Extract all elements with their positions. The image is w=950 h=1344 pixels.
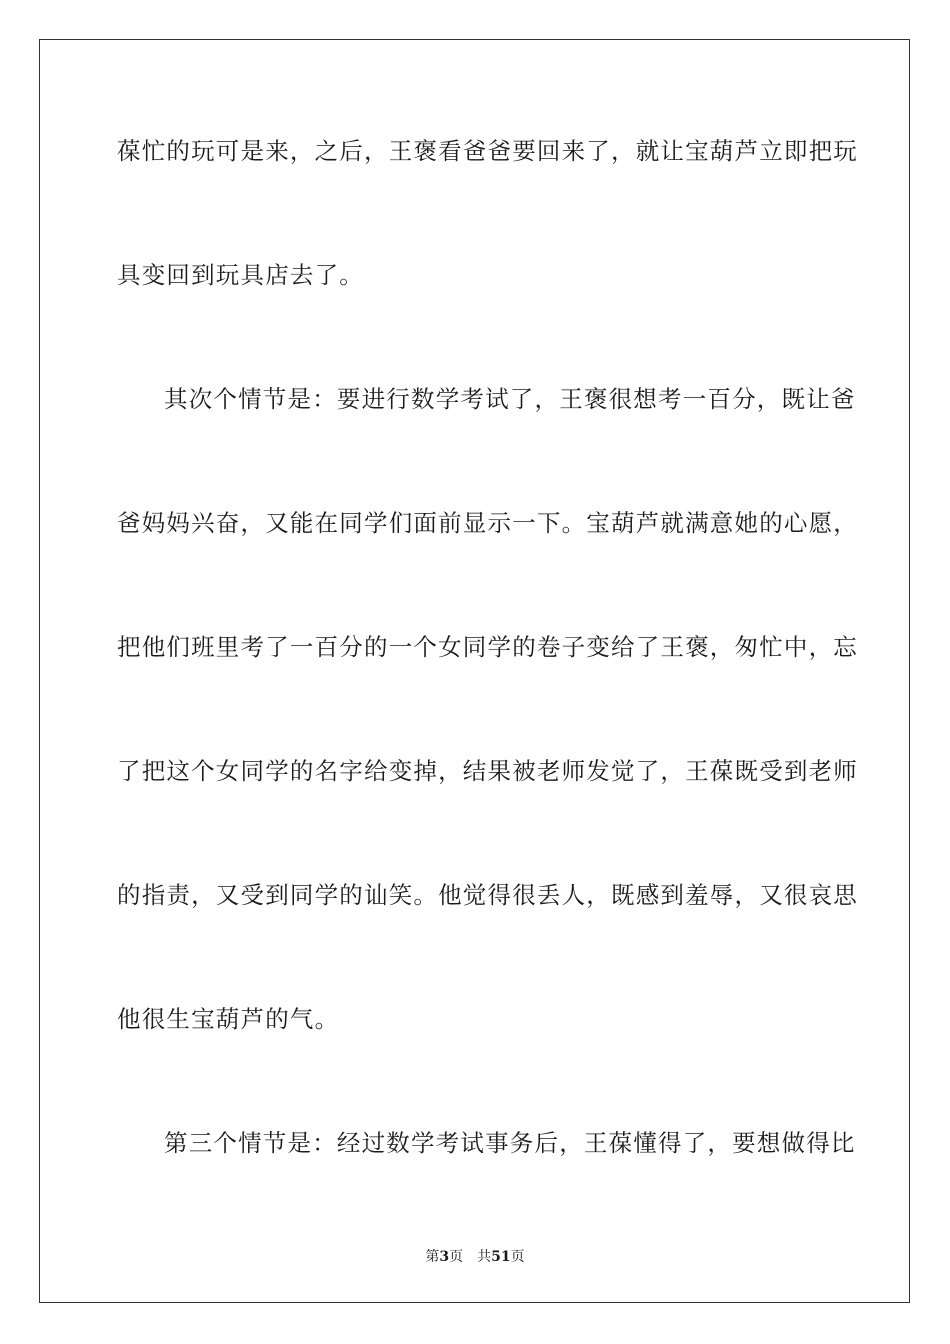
page-border	[39, 39, 910, 1303]
text-line-6: 了把这个女同学的名字给变掉，结果被老师发觉了，王葆既受到老师	[117, 757, 858, 785]
text-line-2: 具变回到玩具店去了。	[117, 261, 364, 289]
text-line-1: 葆忙的玩可是来，之后，王褒看爸爸要回来了，就让宝葫芦立即把玩	[117, 137, 858, 165]
total-page-number: 51	[491, 1249, 511, 1265]
text-line-8: 他很生宝葫芦的气。	[117, 1005, 340, 1033]
total-prefix: 共	[477, 1249, 492, 1265]
text-line-5: 把他们班里考了一百分的一个女同学的卷子变给了王褒，匆忙中，忘	[117, 633, 858, 661]
page-suffix: 页	[449, 1249, 464, 1265]
text-line-3: 其次个情节是：要进行数学考试了，王褒很想考一百分，既让爸	[164, 385, 856, 413]
page-prefix: 第	[425, 1249, 440, 1265]
page-footer	[0, 1247, 950, 1267]
total-suffix: 页	[510, 1249, 525, 1265]
text-line-4: 爸妈妈兴奋，又能在同学们面前显示一下。宝葫芦就满意她的心愿，	[117, 509, 858, 537]
text-line-9: 第三个情节是：经过数学考试事务后，王葆懂得了，要想做得比	[164, 1129, 856, 1157]
current-page-number: 3	[439, 1249, 450, 1265]
text-line-7: 的指责，又受到同学的讪笑。他觉得很丢人，既感到羞辱，又很哀思	[117, 881, 858, 909]
